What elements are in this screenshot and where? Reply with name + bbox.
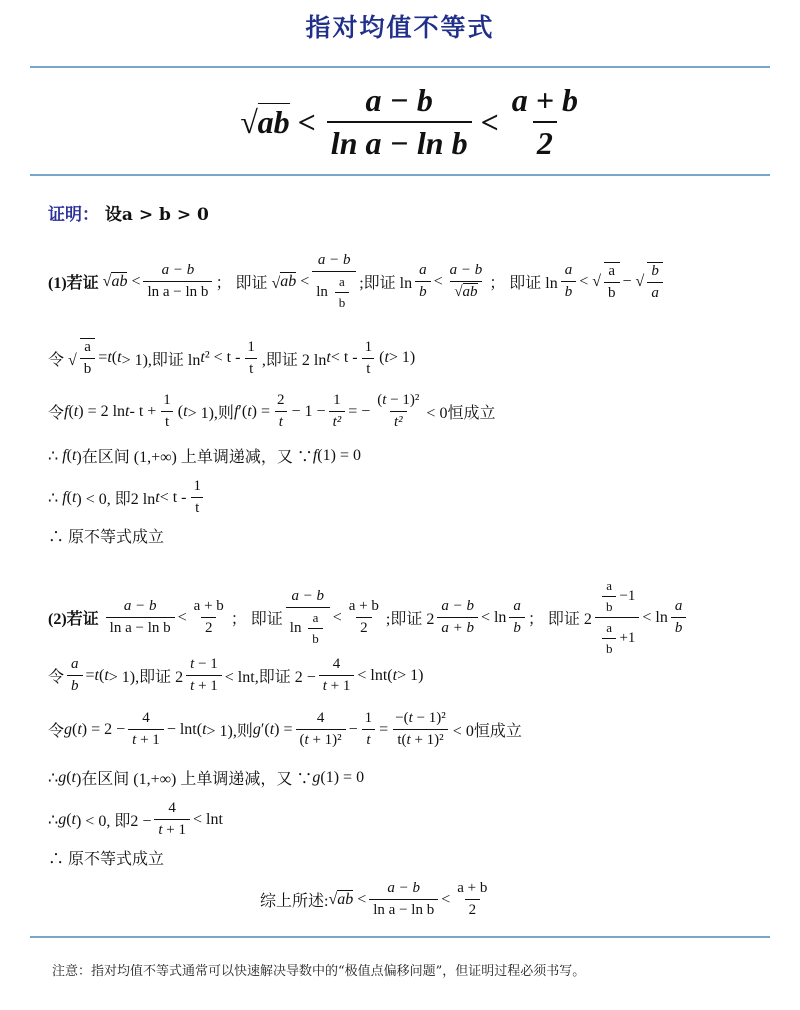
formula-divider — [30, 174, 770, 176]
part1-conclusion: ∴ 原不等式成立 — [48, 529, 165, 546]
assumption-text: 设a > b > 0 — [104, 205, 209, 225]
part2-label: (2)若证 — [48, 611, 99, 628]
part1-line4: ∴ f ( t )在区间 (1,+∞) 上单调递减，又 ∵ f (1) = 0 — [48, 446, 361, 466]
note-text: 注意：指对均值不等式通常可以快速解决导数中的“极值点偏移问题”，但证明过程必须书写。 — [52, 964, 586, 979]
proof-heading — [48, 200, 209, 225]
part2-line5: ∴ g ( t ) < 0, 即2 − $\frac{4}{t + 1}$ < lnt — [48, 800, 223, 838]
part2-line4: ∴ g ( t )在区间 (1,+∞) 上单调递减，又 ∵ g (1) = 0 — [48, 768, 365, 788]
part1-line3: 令 f ( t ) = 2 ln t - t + $\frac{1}{t}$ ( t > 1),则 f ′( t ) = $\frac{2}{t}$ − 1 − $\frac{1}{\text{t²}}$ = − $\frac{\text{(t − 1)²}}{\text{t²}}$ < 0恒成立 — [48, 392, 496, 430]
part2-line2: 令 $\frac{a}{b}$ = t ( t > 1),即证 2 $\frac{t - 1}{t + 1}$ < lnt,即证 2 − $\frac{4}{t + 1}$ < lnt( t > 1) — [48, 656, 424, 694]
part1-label: (1)若证 — [48, 275, 99, 292]
part2-line1: (2)若证 $\frac{a - b}{\text{ln a − ln b}}$ < $\frac{a + b}{2}$ ； 即证 a − b ln $\frac{a}{b}$ < $\frac{a + b}{2}$ ;即证 2 $\frac{a - b}{a + b}$ < ln $\frac{a}{b}$ ； 即证 2 $\frac{a}{b}$ −1 $\frac{a}{b}$ +1 < ln $\frac{a}{b}$ — [48, 578, 689, 657]
top-divider — [30, 66, 770, 68]
part1-line1: (1)若证 √ ab < $\frac{a - b}{\text{ln a − ln b}}$ ； 即证 √ ab < a − b ln $\frac{a}{b}$ ;即证 ln $\frac{a}{b}$ < $\frac{a - b}{√ab}$ ； 即证 ln $\frac{a}{b}$ < √ $\frac{a}{b}$ − √ $\frac{b}{a}$ — [48, 252, 666, 311]
part1-line5: ∴ f ( t ) < 0, 即2 ln t < t - $\frac{1}{t}$ — [48, 478, 208, 517]
part2-conclusion: ∴ 原不等式成立 — [48, 851, 165, 868]
page-title: 指对均值不等式 — [305, 13, 495, 42]
bottom-divider — [30, 936, 770, 938]
summary-label: 综上所述: — [260, 893, 329, 910]
part1-line2: 令 √ $\frac{a}{b}$ = t ( t > 1),即证 ln t ² < t - $\frac{1}{t}$ ,即证 2 ln t < t - $\frac{1}{t}$ ( t > 1) — [48, 338, 416, 377]
proof-label: 证明： — [48, 205, 99, 225]
summary-line: 综上所述: √ ab < $\frac{a - b}{\text{ln a − ln b}}$ < $\frac{a + b}{2}$ — [260, 880, 488, 918]
main-formula: √ab < $\frac{a - b}{\text{ln a − ln b}}$ < $\frac{a + b}{2}$ — [240, 82, 579, 161]
part2-line3: 令 g ( t ) = 2 − $\frac{4}{t + 1}$ − lnt( t > 1),则 g ′( t ) = $\frac{4}{\text{(t + 1)²}}$ − $\frac{1}{t}$ = $\frac{\text{−(t − 1)²}}{\text{t(t + 1)²}}$ < 0恒成立 — [48, 710, 522, 748]
